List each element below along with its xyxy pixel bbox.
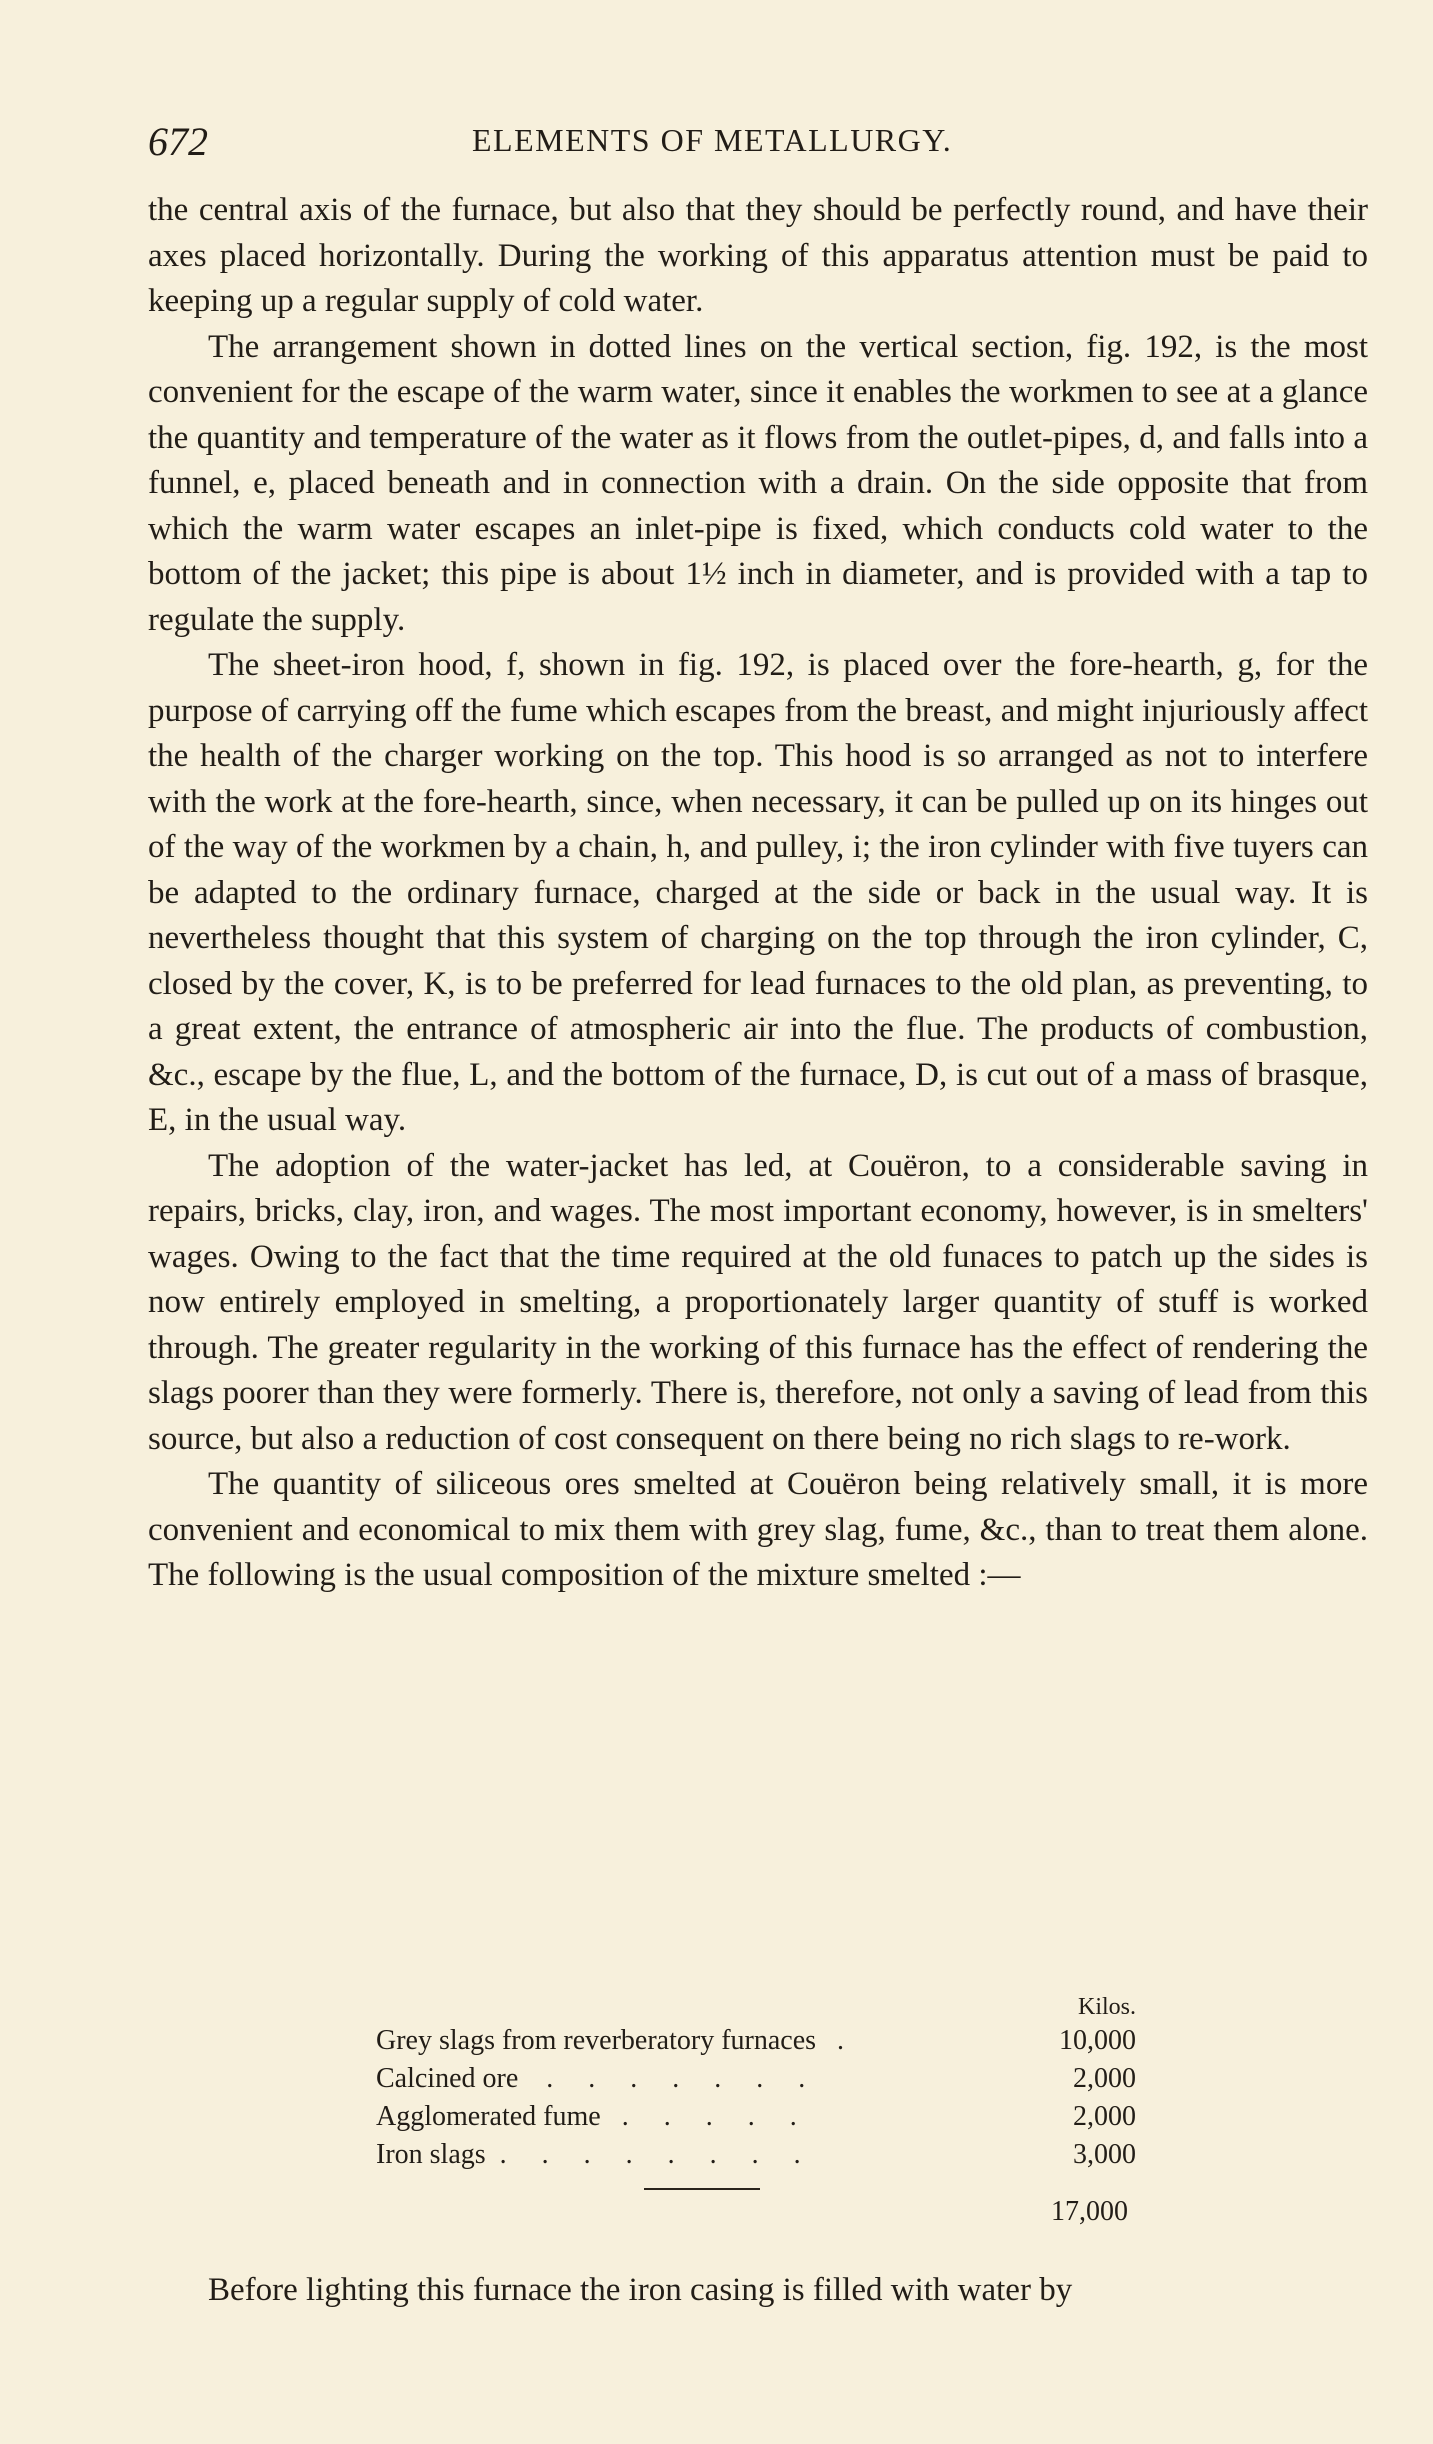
table-row	[376, 2022, 1136, 2060]
paragraph-water-jacket-adoption: The adoption of the water-jacket has led, at Couëron, to a considerable saving in repairs, bricks, clay, iron, and wages. The most important economy, however, is in smelters' wages. Owing to the fact that the time required at the old funaces to patch up the sides is now entirely employed in smelting, a proportionately larger quantity of stuff is worked through. The greater regularity in the working of this furnace has the effect of rendering the slags poorer than they were formerly. There is, therefore, not only a saving of lead from this source, but also a reduction of cost consequent on there being no rich slags to re-work.	[148, 1147, 1368, 1457]
mixture-label: Agglomerated fume . . . . .	[376, 2101, 797, 2132]
closing-line: Before lighting this furnace the iron casing is filled with water by	[208, 2272, 1073, 2308]
mixture-value: 2,000	[1073, 2063, 1136, 2094]
paragraph-outlet-arrangement: The arrangement shown in dotted lines on the vertical section, fig. 192, is the most convenient for the escape of the warm water, since it enables the workmen to see at a glance the quantity and temperature of the water as it flows from the outlet-pipes, d, and falls into a funnel, e, placed beneath and in connection with a drain. On the side opposite that from which the warm water escapes an inlet-pipe is fixed, which conducts cold water to the bottom of the jacket; this pipe is about 1½ inch in diameter, and is provided with a tap to regulate the supply.	[148, 328, 1368, 638]
page-number: 672	[148, 119, 208, 164]
total-rule	[644, 2188, 760, 2190]
mixture-label: Grey slags from reverberatory furnaces .	[376, 2025, 845, 2056]
paragraph-siliceous-ores: The quantity of siliceous ores smelted at Couëron being relatively small, it is more convenient and economical to mix them with grey slag, fume, &c., than to treat them alone. The following is the usual composition of the mixture smelted :—	[148, 1466, 1368, 1593]
mixture-value: 10,000	[1059, 2025, 1136, 2056]
unit-header: Kilos.	[1077, 1994, 1136, 2020]
page-header	[148, 118, 1340, 168]
paragraph-sheet-iron-hood: The sheet-iron hood, f, shown in fig. 192, is placed over the fore-hearth, g, for the purpose of carrying off the fume which escapes from the breast, and might injuriously affect the health of the charger working on the top. This hood is so arranged as not to interfere with the work at the fore-hearth, since, when necessary, it can be pulled up on its hinges out of the way of the workmen by a chain, h, and pulley, i; the iron cylinder with five tuyers can be adapted to the ordinary furnace, charged at the side or back in the usual way. It is nevertheless thought that this system of charging on the top through the iron cylinder, C, closed by the cover, K, is to be preferred for lead furnaces to the old plan, as preventing, to a great extent, the entrance of atmospheric air into the flue. The products of combustion, &c., escape by the flue, L, and the bottom of the furnace, D, is cut out of a mass of brasque, E, in the usual way.	[148, 647, 1368, 1138]
table-row	[376, 2136, 1136, 2174]
running-head: ELEMENTS OF METALLURGY.	[472, 122, 953, 158]
mixture-unit-header-row	[376, 1988, 1136, 2022]
mixture-label: Iron slags . . . . . . . .	[376, 2139, 801, 2170]
mixture-table	[376, 1988, 1136, 2174]
mixture-value: 2,000	[1073, 2101, 1136, 2132]
table-row	[376, 2060, 1136, 2098]
mixture-label: Calcined ore . . . . . . .	[376, 2063, 806, 2094]
mixture-total: 17,000	[1051, 2196, 1128, 2227]
body-text	[148, 188, 1368, 1599]
mixture-value: 3,000	[1073, 2139, 1136, 2170]
table-row	[376, 2098, 1136, 2136]
paragraph-continuation: the central axis of the furnace, but also that they should be perfectly round, and have their axes placed horizontally. During the working of this apparatus attention must be paid to keeping up a regular supply of cold water.	[148, 192, 1368, 319]
